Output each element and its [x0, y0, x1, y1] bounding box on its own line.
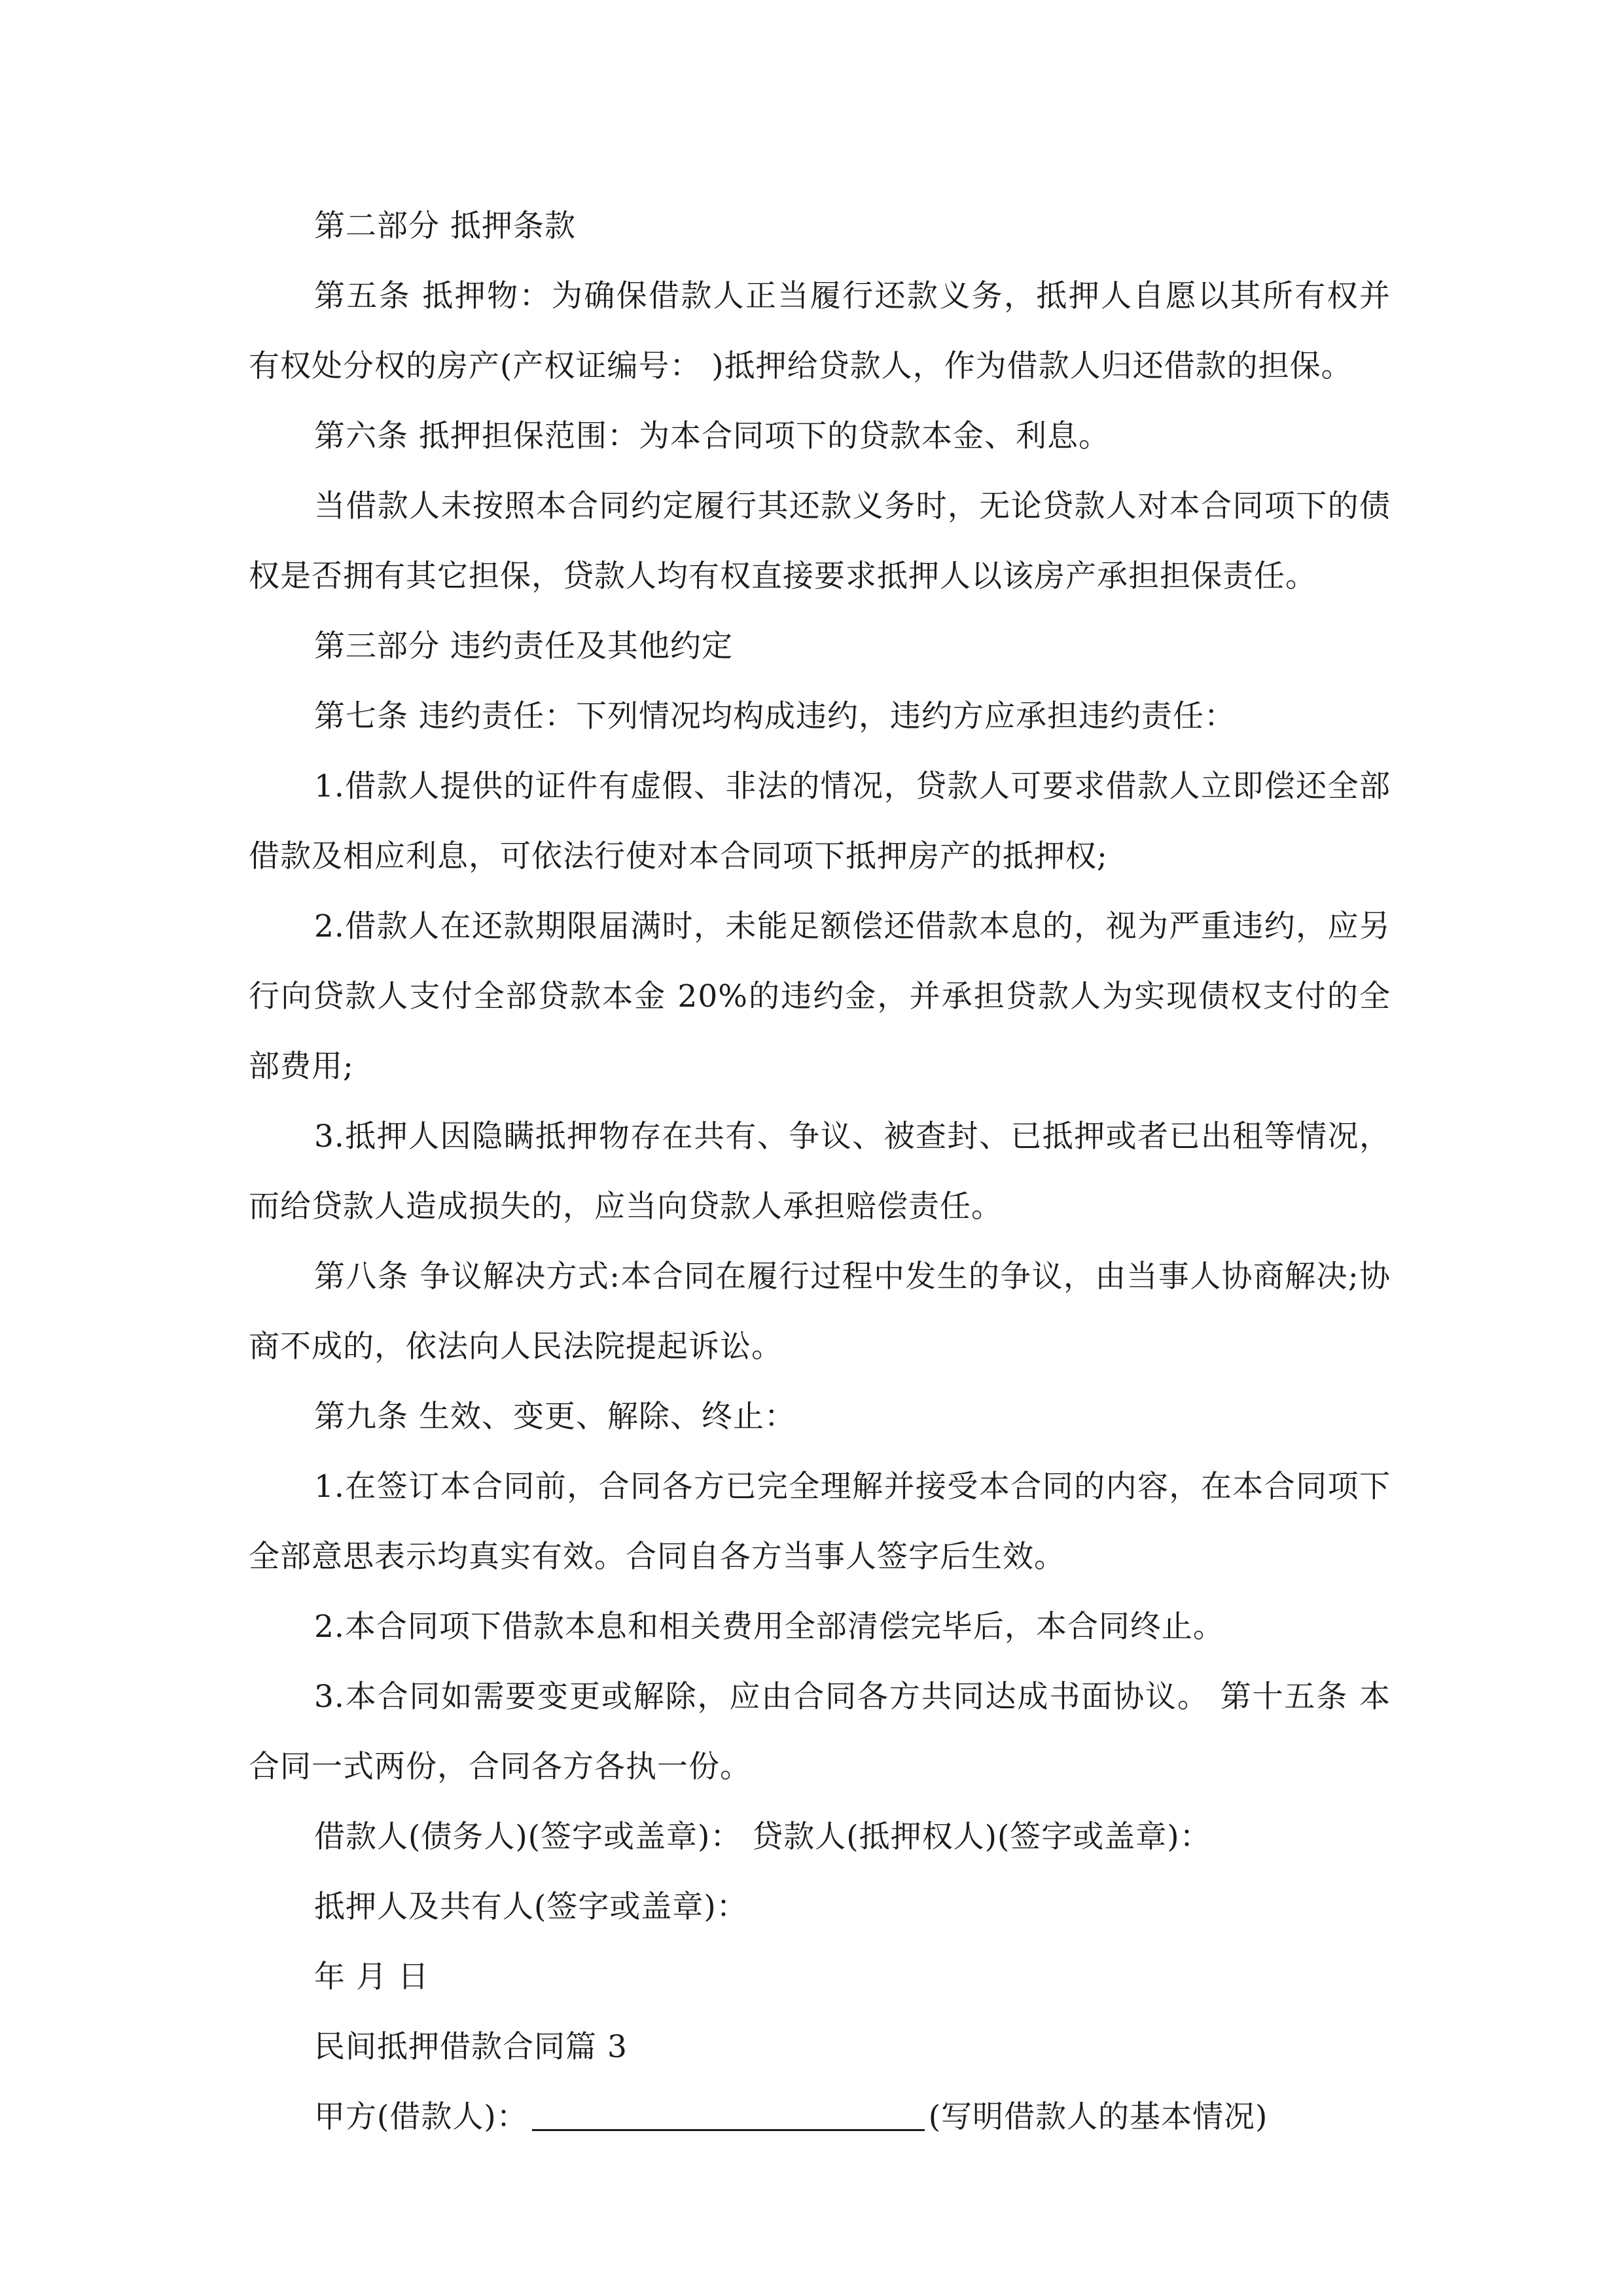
party-a-note: (写明借款人的基本情况): [928, 2099, 1268, 2135]
breach-item-3: 3.抵押人因隐瞒抵押物存在共有、争议、被查封、已抵押或者已出租等情况，而给贷款人造成损失的，应当向贷款人承担赔偿责任。: [249, 1119, 1391, 1225]
article-7-paragraph: 第七条 违约责任：下列情况均构成违约，违约方应承担违约责任：: [314, 698, 1236, 734]
guarantee-liability-paragraph: 当借款人未按照本合同约定履行其还款义务时，无论贷款人对本合同项下的债权是否拥有其它担保，贷款人均有权直接要求抵押人以该房产承担担保责任。: [249, 488, 1391, 594]
party-a-blank-field[interactable]: [532, 2128, 925, 2131]
effect-item-1: 1.在签订本合同前，合同各方已完全理解并接受本合同的内容，在本合同项下全部意思表示均真实有效。合同自各方当事人签字后生效。: [249, 1469, 1391, 1575]
party-a-label: 甲方(借款人)：: [314, 2099, 528, 2135]
article-8-paragraph: 第八条 争议解决方式:本合同在履行过程中发生的争议，由当事人协商解决;协商不成的，依法向人民法院提起诉讼。: [249, 1259, 1391, 1365]
article-9-paragraph: 第九条 生效、变更、解除、终止：: [314, 1399, 796, 1435]
signature-line-borrower-lender: 借款人(债务人)(签字或盖章)： 贷款人(抵押权人)(签字或盖章)：: [314, 1819, 1211, 1855]
section-heading-part-3: 第三部分 违约责任及其他约定: [314, 628, 733, 664]
effect-item-2: 2.本合同项下借款本息和相关费用全部清偿完毕后，本合同终止。: [314, 1609, 1224, 1645]
document-body: [249, 191, 1391, 2152]
section-heading-part-2: 第二部分 抵押条款: [314, 208, 576, 244]
effect-item-3: 3.本合同如需要变更或解除，应由合同各方共同达成书面协议。 第十五条 本合同一式两份，合同各方各执一份。: [249, 1679, 1391, 1785]
signature-line-mortgagor: 抵押人及共有人(签字或盖章)：: [314, 1889, 748, 1925]
article-6-paragraph: 第六条 抵押担保范围：为本合同项下的贷款本金、利息。: [314, 418, 1110, 454]
breach-item-2: 2.借款人在还款期限届满时，未能足额偿还借款本息的，视为严重违约，应另行向贷款人支付全部贷款本金 20%的违约金，并承担贷款人为实现债权支付的全部费用;: [249, 908, 1391, 1085]
party-a-line: [249, 2082, 1391, 2152]
date-line: 年 月 日: [314, 1959, 429, 1995]
breach-item-1: 1.借款人提供的证件有虚假、非法的情况，贷款人可要求借款人立即偿还全部借款及相应利息，可依法行使对本合同项下抵押房产的抵押权;: [249, 768, 1391, 874]
article-5-paragraph: 第五条 抵押物：为确保借款人正当履行还款义务，抵押人自愿以其所有权并有权处分权的房产(产权证编号： )抵押给贷款人，作为借款人归还借款的担保。: [249, 278, 1391, 384]
contract-title-part-3: 民间抵押借款合同篇 3: [314, 2029, 628, 2065]
